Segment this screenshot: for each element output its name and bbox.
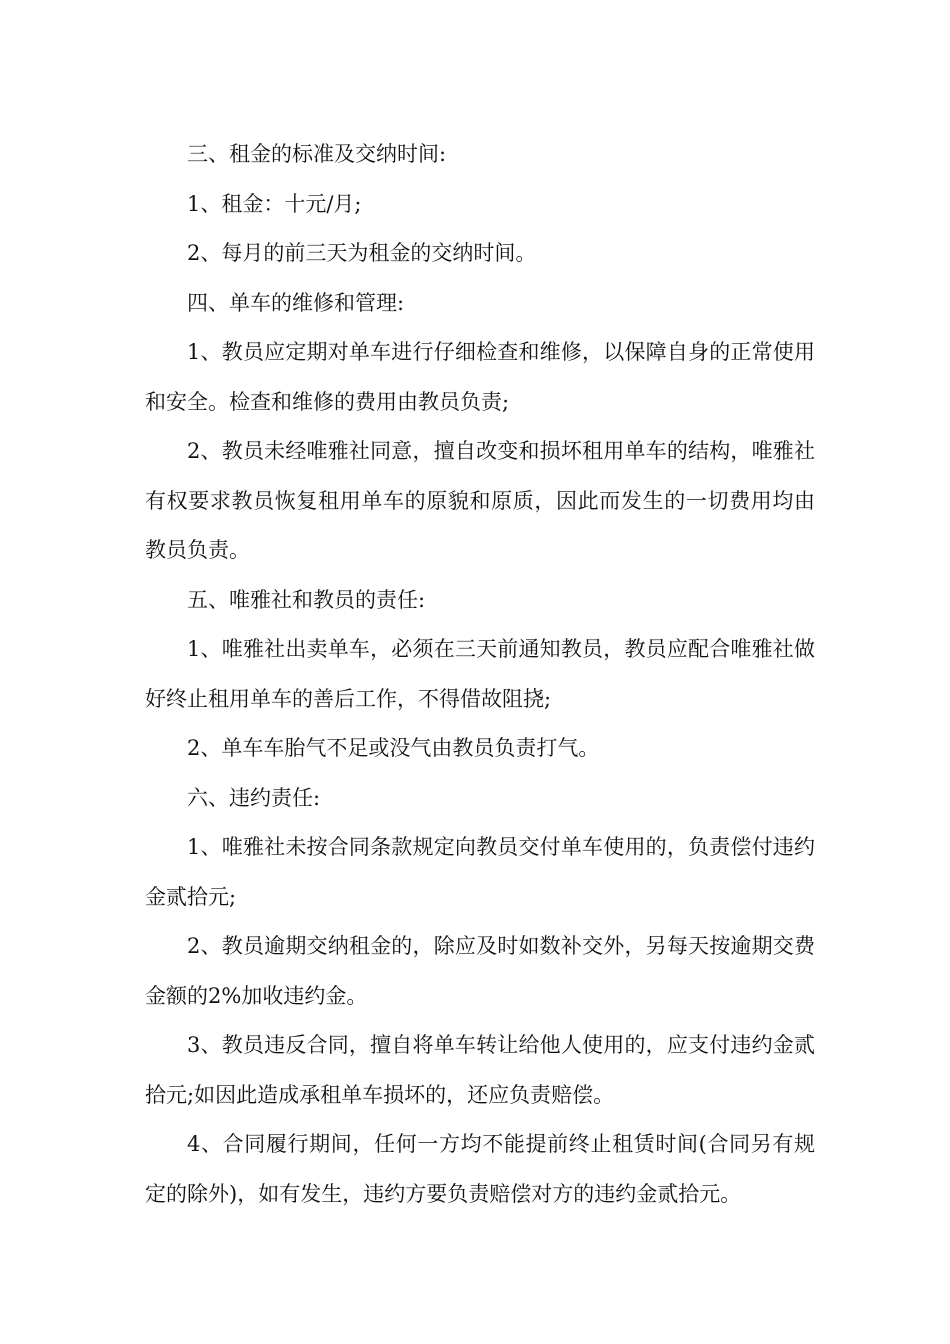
document-body xyxy=(145,130,815,1219)
section-heading-maintenance: 四、单车的维修和管理: xyxy=(187,290,405,315)
paragraph-breach-2: 2、教员逾期交纳租金的，除应及时如数补交外，另每天按逾期交费金额的2%加收违约金。 xyxy=(145,934,815,1008)
paragraph-breach-1: 1、唯雅社未按合同条款规定向教员交付单车使用的，负责偿付违约金贰拾元; xyxy=(145,835,815,909)
section-heading-rent: 三、租金的标准及交纳时间: xyxy=(187,142,447,166)
section-heading-responsibility: 五、唯雅社和教员的责任: xyxy=(187,587,426,612)
paragraph-responsibility-1: 1、唯雅社出卖单车，必须在三天前通知教员，教员应配合唯雅社做好终止租用单车的善后工作，不得借故阻挠; xyxy=(145,637,815,711)
paragraph-breach-4: 4、合同履行期间，任何一方均不能提前终止租赁时间(合同另有规定的除外)，如有发生，违约方要负责赔偿对方的违约金贰拾元。 xyxy=(145,1132,815,1206)
paragraph-maintenance-1: 1、教员应定期对单车进行仔细检查和维修，以保障自身的正常使用和安全。检查和维修的费用由教员负责; xyxy=(145,340,815,414)
paragraph-rent-amount: 1、租金：十元/月; xyxy=(187,191,362,216)
section-heading-breach: 六、违约责任: xyxy=(187,785,321,810)
paragraph-maintenance-2: 2、教员未经唯雅社同意，擅自改变和损坏租用单车的结构，唯雅社有权要求教员恢复租用单车的原貌和原质，因此而发生的一切费用均由教员负责。 xyxy=(145,439,815,562)
paragraph-breach-3: 3、教员违反合同，擅自将单车转让给他人使用的，应支付违约金贰拾元;如因此造成承租单车损坏的，还应负责赔偿。 xyxy=(145,1033,815,1107)
paragraph-responsibility-2: 2、单车车胎气不足或没气由教员负责打气。 xyxy=(187,736,600,760)
paragraph-rent-payment-time: 2、每月的前三天为租金的交纳时间。 xyxy=(187,241,537,265)
